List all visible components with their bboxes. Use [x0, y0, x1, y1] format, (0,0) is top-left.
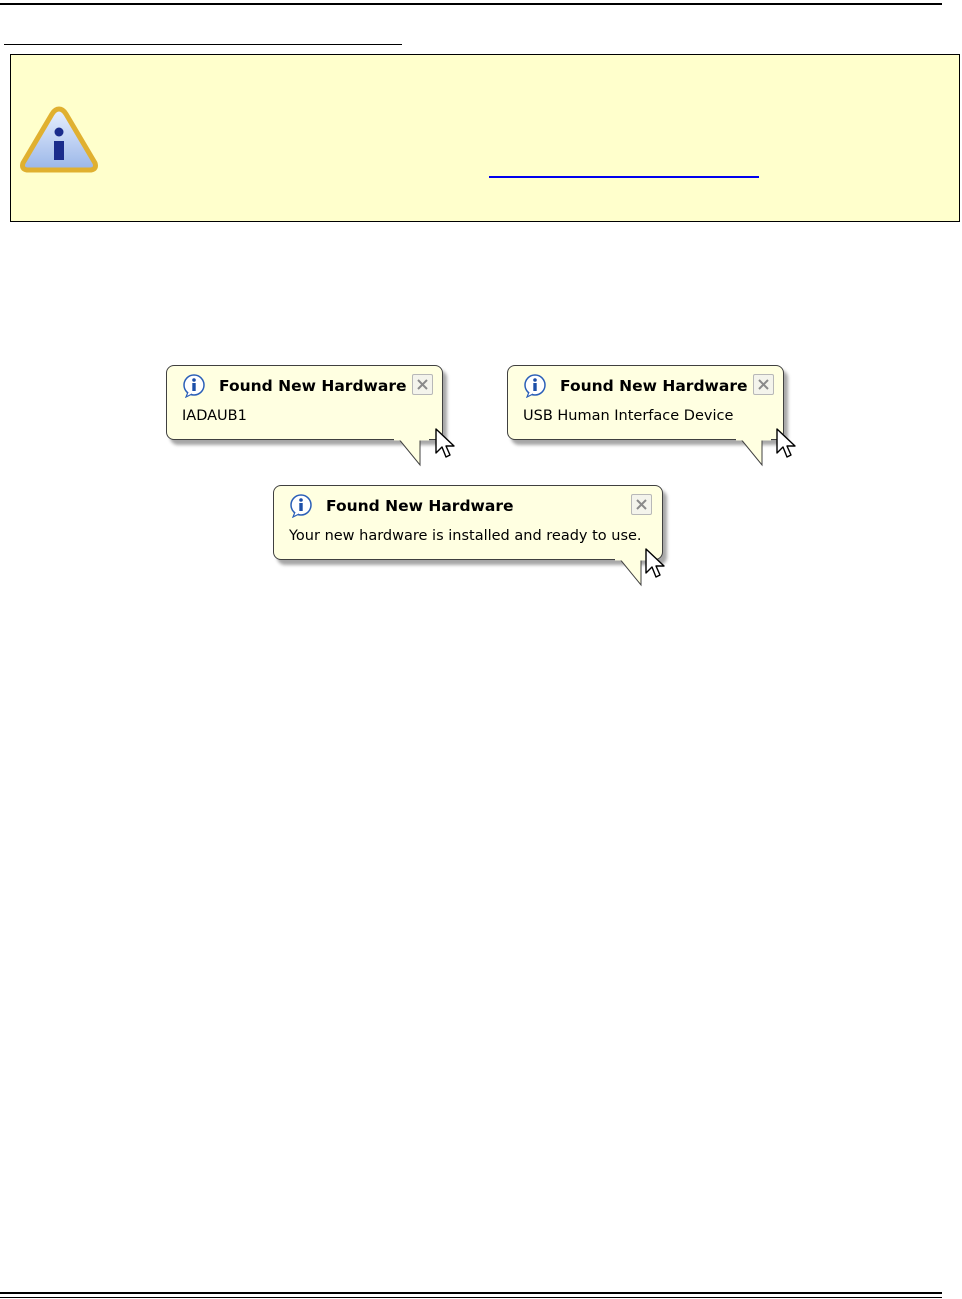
info-icon	[182, 374, 206, 398]
balloon-title: Found New Hardware	[219, 377, 407, 395]
info-icon	[289, 494, 313, 518]
note-link-underline[interactable]	[489, 176, 759, 178]
balloon-message: USB Human Interface Device	[523, 408, 734, 424]
close-icon	[757, 378, 770, 391]
footer-rule-thin	[0, 1297, 942, 1298]
mouse-cursor-icon	[775, 427, 799, 461]
mouse-cursor-icon	[434, 427, 458, 461]
header-rule	[0, 3, 942, 5]
balloon-message: Your new hardware is installed and ready to use.	[289, 528, 642, 544]
mouse-cursor-icon	[644, 547, 668, 581]
balloon-title: Found New Hardware	[560, 377, 748, 395]
info-icon	[523, 374, 547, 398]
section-heading-underline	[4, 44, 402, 45]
close-icon	[416, 378, 429, 391]
close-button[interactable]	[753, 374, 774, 395]
info-warning-triangle-icon	[19, 105, 99, 175]
balloon-title: Found New Hardware	[326, 497, 514, 515]
footer-rule	[0, 1292, 942, 1294]
notification-balloon	[507, 365, 807, 475]
note-box	[10, 54, 960, 222]
notification-balloon	[273, 485, 683, 595]
close-button[interactable]	[412, 374, 433, 395]
close-button[interactable]	[631, 494, 652, 515]
notification-balloon	[166, 365, 466, 475]
balloon-message: IADAUB1	[182, 408, 247, 424]
close-icon	[635, 498, 648, 511]
